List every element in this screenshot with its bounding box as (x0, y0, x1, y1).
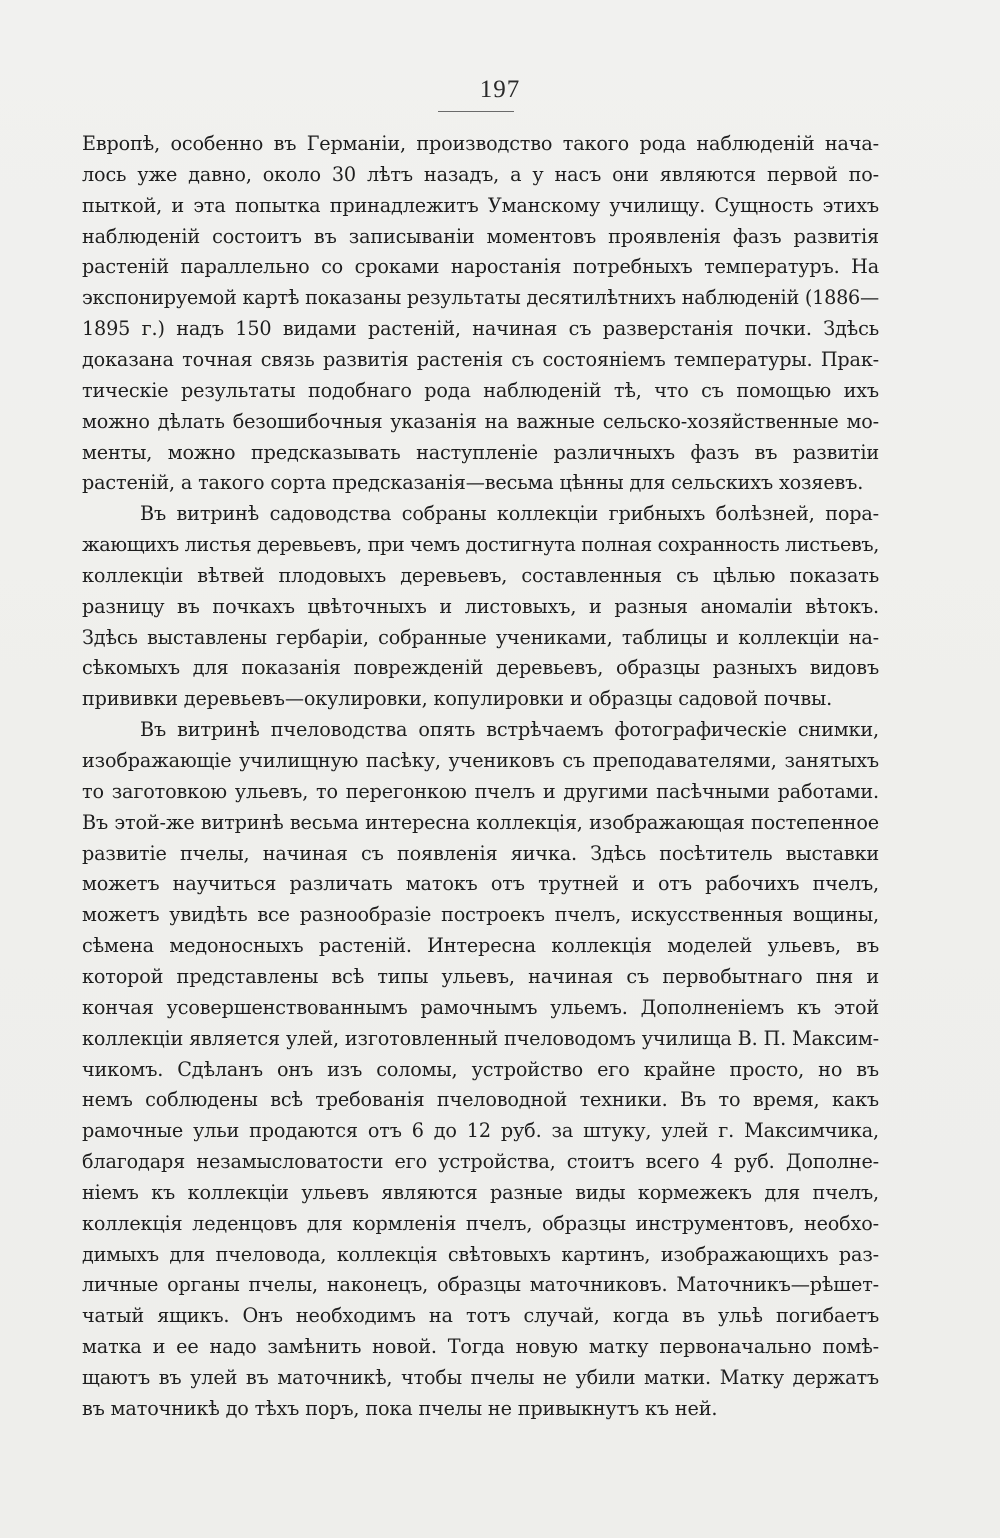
text-line: менты, можно предсказывать наступленіе различныхъ фазъ въ развитіи (82, 440, 879, 464)
text-line: матка и ее надо замѣнить новой. Тогда новую матку первоначально помѣ- (82, 1335, 879, 1359)
text-line: наблюденій состоитъ въ записываніи моментовъ проявленія фазъ развитія (82, 224, 879, 248)
text-line: коллекціи вѣтвей плодовыхъ деревьевъ, составленныя съ цѣлью показать (82, 563, 879, 587)
text-line: можетъ увидѣть все разнообразіе построекъ пчелъ, искусственныя вощины, (82, 903, 879, 927)
text-line: ніемъ къ коллекціи ульевъ являются разные виды кормежекъ для пчелъ, (82, 1180, 879, 1204)
text-line: растеній, а такого сорта предсказанія—весьма цѣнны для сельскихъ хозяевъ. (82, 471, 864, 495)
text-line: коллекціи является улей, изготовленный пчеловодомъ училища В. П. Максим- (82, 1026, 879, 1050)
text-line: которой представлены всѣ типы ульевъ, начиная съ первобытнаго пня и (82, 964, 879, 988)
text-line: чатый ящикъ. Онъ необходимъ на тотъ случай, когда въ ульѣ погибаетъ (82, 1304, 879, 1328)
text-line: развитіе пчелы, начиная съ появленія яичка. Здѣсь посѣтитель выставки (82, 841, 879, 865)
text-line: то заготовкою ульевъ, то перегонкою пчелъ и другими пасѣчными работами. (82, 779, 879, 803)
text-line: доказана точная связь развитія растенія съ состояніемъ температуры. Прак- (82, 347, 879, 371)
text-line: растеній параллельно со сроками наростанія потребныхъ температуръ. На (82, 255, 879, 279)
text-line: жающихъ листья деревьевъ, при чемъ достигнута полная сохранность листьевъ, (82, 533, 879, 557)
text-line: кончая усовершенствованнымъ рамочнымъ ульемъ. Дополненіемъ къ этой (82, 995, 879, 1019)
text-line: разницу въ почкахъ цвѣточныхъ и листовыхъ, и разныя аномаліи вѣтокъ. (82, 594, 879, 618)
text-line: изображающіе училищную пасѣку, учениковъ съ преподавателями, занятыхъ (82, 749, 879, 772)
text-line: лось уже давно, около 30 лѣтъ назадъ, а у насъ они являются первой по- (82, 162, 879, 186)
text-line: димыхъ для пчеловода, коллекція свѣтовыхъ картинъ, изображающихъ раз- (82, 1242, 879, 1266)
text-line: сѣмена медоносныхъ растеній. Интересна коллекція моделей ульевъ, въ (82, 934, 879, 958)
text-line: Въ витринѣ пчеловодства опять встрѣчаемъ фотографическіе снимки, (140, 718, 879, 742)
text-line: Здѣсь выставлены гербаріи, собранные учениками, таблицы и коллекціи на- (82, 625, 879, 649)
text-line: Въ витринѣ садоводства собраны коллекціи грибныхъ болѣзней, пора- (140, 502, 879, 526)
text-line: благодаря незамысловатости его устройства, стоитъ всего 4 руб. Дополне- (82, 1150, 879, 1174)
text-line: Европѣ, особенно въ Германіи, производство такого рода наблюденій нача- (82, 132, 879, 155)
text-line: коллекція леденцовъ для кормленія пчелъ, образцы инструментовъ, необхо- (82, 1211, 879, 1235)
text-line: рамочные ульи продаются отъ 6 до 12 руб. за штуку, улей г. Максимчика, (82, 1119, 879, 1143)
text-line: тическіе результаты подобнаго рода наблюденій тѣ, что съ помощью ихъ (82, 378, 879, 402)
text-line: можетъ научиться различать матокъ отъ трутней и отъ рабочихъ пчелъ, (82, 872, 879, 896)
text-line: экспонируемой картѣ показаны результаты десятилѣтнихъ наблюденій (1886— (82, 286, 879, 310)
text-line: прививки деревьевъ—окулировки, копулировки и образцы садовой почвы. (82, 687, 833, 711)
text-line: сѣкомыхъ для показанія поврежденій деревьевъ, образцы разныхъ видовъ (82, 656, 879, 680)
page-number: 197 (479, 76, 521, 103)
page-number-rule (438, 111, 514, 112)
text-line: личные органы пчелы, наконецъ, образцы маточниковъ. Маточникъ—рѣшет- (82, 1273, 879, 1297)
text-line: немъ соблюдены всѣ требованія пчеловодной техники. Въ то время, какъ (82, 1088, 879, 1112)
text-line: въ маточникѣ до тѣхъ поръ, пока пчелы не привыкнутъ къ ней. (82, 1396, 718, 1420)
text-line: чикомъ. Сдѣланъ онъ изъ соломы, устройство его крайне просто, но въ (82, 1057, 879, 1081)
text-line: пыткой, и эта попытка принадлежитъ Уманскому училищу. Сущность этихъ (82, 193, 879, 217)
text-line: Въ этой-же витринѣ весьма интересна коллекція, изображающая постепенное (82, 810, 879, 834)
text-line: 1895 г.) надъ 150 видами растеній, начиная съ разверстанія почки. Здѣсь (82, 317, 879, 341)
text-line: можно дѣлать безошибочныя указанія на важные сельско-хозяйственные мо- (82, 409, 879, 433)
text-line: щаютъ въ улей въ маточникѣ, чтобы пчелы не убили матки. Матку держатъ (82, 1366, 879, 1389)
